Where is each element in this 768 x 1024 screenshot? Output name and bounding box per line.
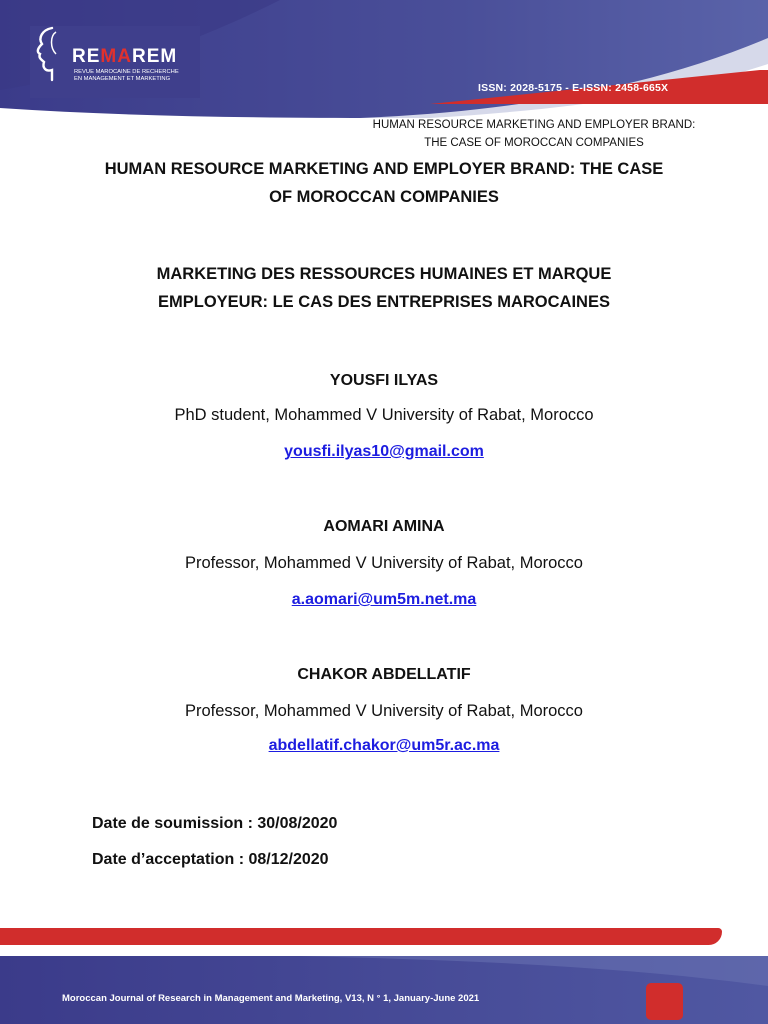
logo-wordmark: REMAREM bbox=[72, 46, 178, 67]
author-name: CHAKOR ABDELLATIF bbox=[297, 666, 471, 683]
paper-title-french: MARKETING DES RESSOURCES HUMAINES ET MARQUE EMPLOYEUR: LE CAS DES ENTREPRISES MAROCAINES bbox=[156, 265, 612, 311]
author-affiliation: Professor, Mohammed V University of Rabat, Morocco bbox=[185, 702, 583, 720]
paper-title-english: HUMAN RESOURCE MARKETING AND EMPLOYER BRAND: THE CASE OF MOROCCAN COMPANIES bbox=[104, 160, 664, 206]
acceptance-date-row: Date d’acceptation : 08/12/2020 bbox=[92, 851, 329, 868]
author-email-link[interactable]: yousfi.ilyas10@gmail.com bbox=[284, 443, 484, 460]
author-email-link[interactable]: a.aomari@um5m.net.ma bbox=[291, 591, 477, 608]
issn-line: ISSN: 2028-5175 - E-ISSN: 2458-665X bbox=[478, 82, 669, 94]
author-name: AOMARI AMINA bbox=[323, 518, 445, 535]
profile-face-icon bbox=[30, 26, 66, 82]
author-email-link[interactable]: abdellatif.chakor@um5r.ac.ma bbox=[268, 737, 500, 754]
page-number-box bbox=[646, 983, 683, 1020]
submission-date-row: Date de soumission : 30/08/2020 bbox=[92, 815, 338, 832]
footer-journal-citation: Moroccan Journal of Research in Management and Marketing, V13, N ° 1, January-June 2021 bbox=[62, 993, 480, 1004]
footer-red-stripe bbox=[0, 928, 722, 945]
journal-logo bbox=[30, 26, 200, 98]
logo-tagline: REVUE MAROCAINE DE RECHERCHE EN MANAGEMENT ET MARKETING bbox=[74, 69, 179, 82]
submission-dates bbox=[92, 806, 337, 878]
author-affiliation: PhD student, Mohammed V University of Rabat, Morocco bbox=[174, 406, 594, 424]
header-banner bbox=[0, 0, 768, 118]
author-affiliation: Professor, Mohammed V University of Rabat, Morocco bbox=[185, 554, 583, 572]
author-name: YOUSFI ILYAS bbox=[329, 372, 439, 389]
running-head: HUMAN RESOURCE MARKETING AND EMPLOYER BRAND: THE CASE OF MOROCCAN COMPANIES bbox=[372, 119, 696, 149]
